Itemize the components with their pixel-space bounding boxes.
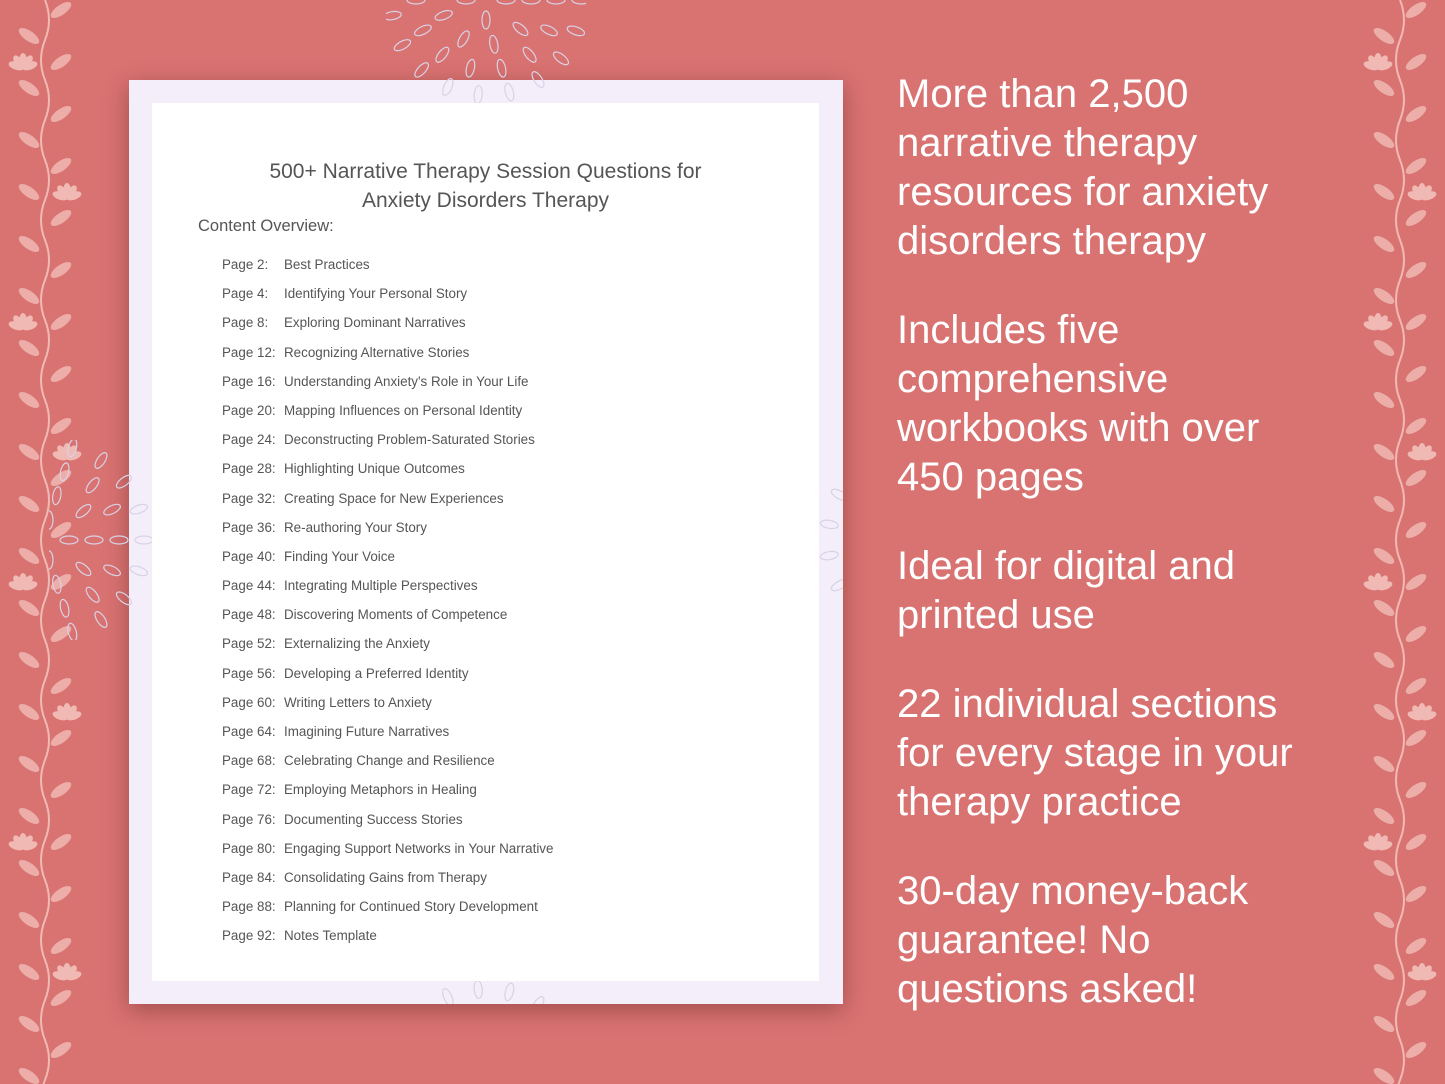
toc-item (222, 664, 553, 693)
toc-item (222, 284, 553, 313)
feature-item (897, 70, 1417, 266)
toc-title: Integrating Multiple Perspectives (284, 578, 478, 594)
feature-line: workbooks with over (897, 406, 1260, 450)
toc-page-number: Page 48: (222, 607, 276, 623)
toc-title: Understanding Anxiety's Role in Your Life (284, 373, 529, 389)
feature-line: guarantee! No (897, 918, 1151, 962)
feature-line: Includes five (897, 308, 1120, 352)
toc-page-number: Page 80: (222, 840, 276, 856)
toc-item (222, 547, 553, 576)
toc-item (222, 430, 553, 459)
toc-page-number: Page 20: (222, 402, 276, 418)
toc-title: Highlighting Unique Outcomes (284, 461, 465, 477)
toc-item (222, 693, 553, 722)
document-page (129, 80, 843, 1004)
toc-page-number: Page 92: (222, 928, 276, 944)
toc-title: Documenting Success Stories (284, 811, 463, 827)
feature-line: 450 pages (897, 455, 1084, 499)
mandala-left-icon (49, 440, 153, 640)
toc-page-number: Page 40: (222, 548, 276, 564)
toc-page-number: Page 36: (222, 519, 276, 535)
toc-item (222, 780, 553, 809)
toc-page-number: Page 44: (222, 578, 276, 594)
feature-line: Ideal for digital and (897, 544, 1236, 588)
mandala-right-icon (819, 440, 843, 640)
toc-title: Discovering Moments of Competence (284, 607, 508, 623)
toc-page-number: Page 52: (222, 636, 276, 652)
feature-line: for every stage in your (897, 731, 1293, 775)
toc-title: Consolidating Gains from Therapy (284, 869, 487, 885)
toc-page-number: Page 12: (222, 344, 276, 360)
toc-item (222, 722, 553, 751)
toc-title: Notes Template (284, 928, 377, 944)
toc-page-number: Page 16: (222, 373, 276, 389)
toc-item (222, 343, 553, 372)
feature-item (897, 867, 1417, 1014)
toc-page-number: Page 28: (222, 461, 276, 477)
toc-title: Externalizing the Anxiety (284, 636, 430, 652)
toc-title: Exploring Dominant Narratives (284, 315, 466, 331)
toc-item (222, 489, 553, 518)
feature-line: 30-day money-back (897, 869, 1249, 913)
toc-title: Finding Your Voice (284, 548, 395, 564)
document-title-line2: Anxiety Disorders Therapy (361, 189, 610, 212)
toc-title: Employing Metaphors in Healing (284, 782, 477, 798)
feature-item (897, 680, 1417, 827)
toc-page-number: Page 64: (222, 724, 276, 739)
document-content (152, 103, 819, 981)
toc-item (222, 401, 553, 430)
toc-title: Engaging Support Networks in Your Narrative (284, 840, 554, 856)
toc-page-number: Page 76: (222, 811, 276, 827)
feature-line: narrative therapy (897, 121, 1198, 165)
feature-line: comprehensive (897, 357, 1169, 401)
toc-page-number: Page 24: (222, 432, 276, 448)
toc-title: Developing a Preferred Identity (284, 665, 469, 681)
toc-page-number: Page 4: (222, 286, 269, 302)
toc-item (222, 459, 553, 488)
toc-item (222, 839, 553, 868)
feature-line: resources for anxiety (897, 170, 1269, 214)
toc-title: Deconstructing Problem-Saturated Stories (284, 432, 535, 448)
feature-line: printed use (897, 593, 1095, 637)
toc-item (222, 810, 553, 839)
toc-title: Writing Letters to Anxiety (284, 694, 432, 710)
feature-line: More than 2,500 (897, 72, 1189, 116)
toc-item (222, 372, 553, 401)
feature-item (897, 542, 1417, 640)
feature-list (897, 70, 1417, 1054)
feature-line: 22 individual sections (897, 682, 1278, 726)
toc-title: Imagining Future Narratives (284, 724, 450, 739)
toc-page-number: Page 32: (222, 490, 276, 506)
toc-item (222, 255, 553, 284)
content-overview-label: Content Overview: (198, 217, 334, 235)
document-title-line1: 500+ Narrative Therapy Session Questions for (269, 160, 702, 183)
toc-page-number: Page 60: (222, 694, 276, 710)
toc-title: Re-authoring Your Story (284, 519, 427, 535)
mandala-top-icon (386, 0, 586, 104)
toc-item (222, 576, 553, 605)
toc-title: Planning for Continued Story Development (284, 899, 538, 915)
toc-title: Recognizing Alternative Stories (284, 344, 470, 360)
feature-item (897, 306, 1417, 502)
table-of-contents (222, 255, 553, 956)
toc-title: Mapping Influences on Personal Identity (284, 402, 523, 418)
toc-page-number: Page 72: (222, 782, 276, 798)
toc-title: Identifying Your Personal Story (284, 286, 468, 302)
feature-line: questions asked! (897, 967, 1198, 1011)
toc-item (222, 634, 553, 663)
toc-item (222, 926, 553, 955)
toc-item (222, 605, 553, 634)
toc-title: Best Practices (284, 257, 370, 272)
toc-title: Creating Space for New Experiences (284, 490, 504, 506)
toc-title: Celebrating Change and Resilience (284, 753, 495, 769)
mandala-bottom-icon (386, 980, 586, 1004)
toc-page-number: Page 2: (222, 257, 269, 272)
feature-line: disorders therapy (897, 219, 1207, 263)
toc-item (222, 518, 553, 547)
toc-page-number: Page 88: (222, 899, 276, 915)
feature-line: therapy practice (897, 780, 1182, 824)
toc-item (222, 897, 553, 926)
document-title (152, 157, 819, 215)
toc-item (222, 751, 553, 780)
toc-page-number: Page 84: (222, 869, 276, 885)
toc-page-number: Page 56: (222, 665, 276, 681)
toc-item (222, 868, 553, 897)
toc-page-number: Page 68: (222, 753, 276, 769)
toc-item (222, 313, 553, 342)
toc-page-number: Page 8: (222, 315, 269, 331)
